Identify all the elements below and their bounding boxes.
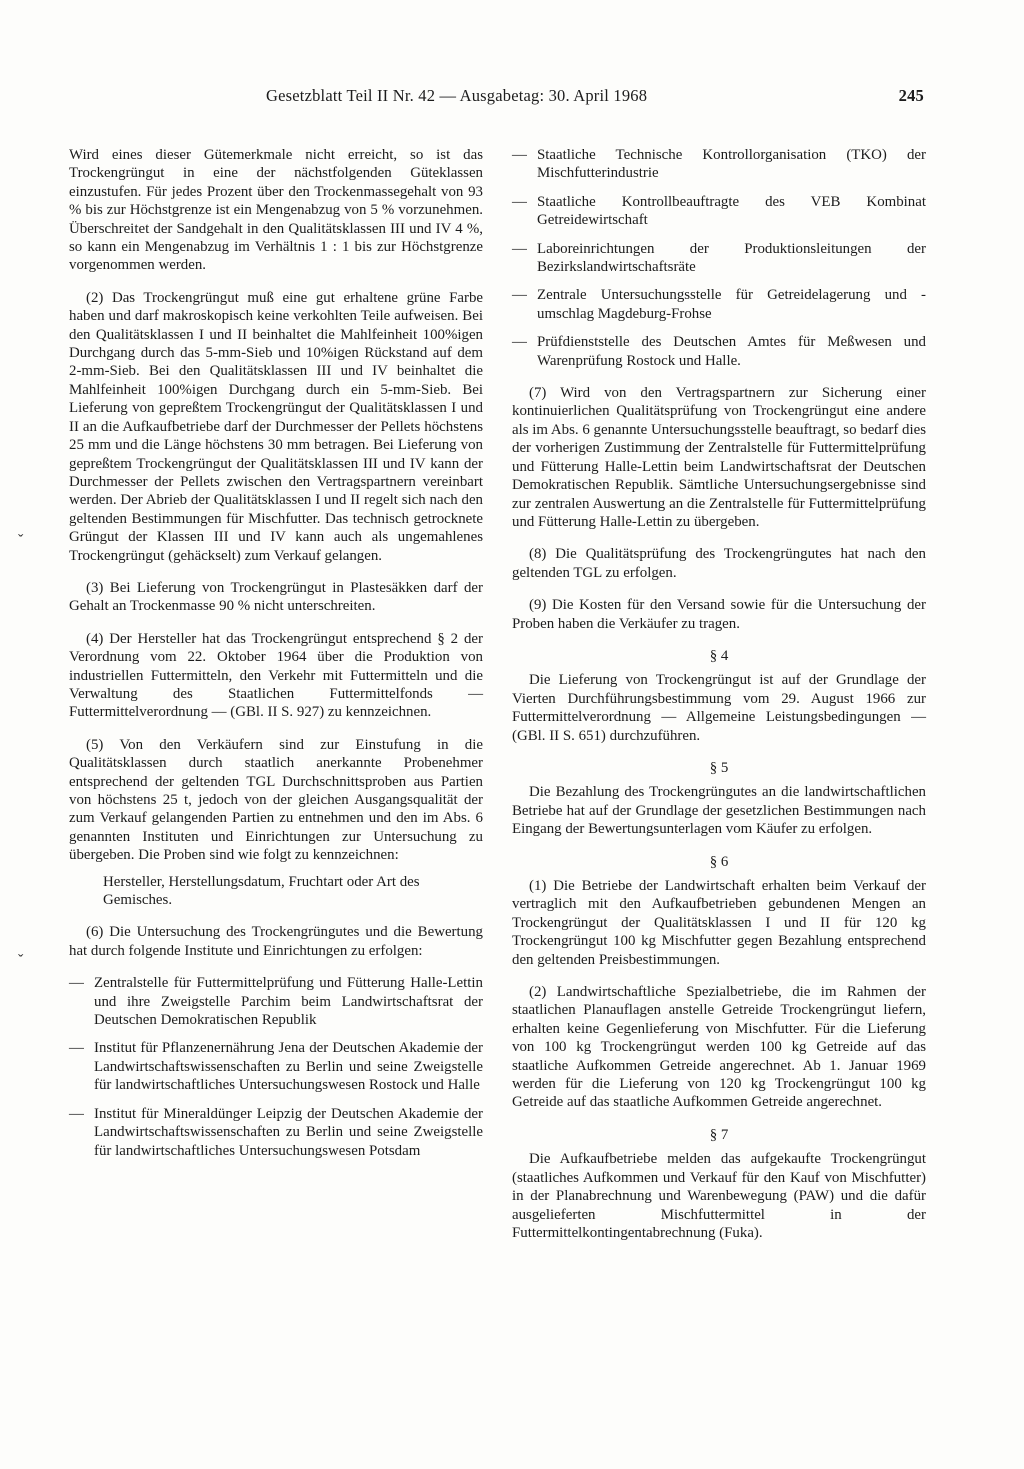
list-item	[69, 1039, 483, 1094]
paragraph: (2) Landwirtschaftliche Spezialbetriebe, die im Rahmen der staatlichen Planauflagen anstelle Getreide Trockengrüngut liefern, erhalten keine Gegenlieferung von Mischfutter. Für die Lieferung von 100 kg Trockengrüngut werden 100 kg Getreide auf das staatliche Aufkommen Getreide angerechnet. Ab 1. Januar 1969 werden für die Lieferung von 120 kg Trockengrüngut 100 kg Getreide auf das staatliche Aufkommen Getreide angerechnet.	[512, 984, 926, 1111]
list-item-text: Institut für Mineraldünger Leipzig der Deutschen Akademie der Landwirtschaftswissenschaften zu Berlin und seine Zweigstelle für landwirtschaftliches Untersuchungswesen Potsdam	[94, 1105, 483, 1159]
list-item	[512, 333, 926, 370]
dash-mark: —	[512, 193, 527, 210]
page-number: 245	[898, 86, 924, 105]
dash-mark: —	[69, 1040, 84, 1057]
paragraph: (9) Die Kosten für den Versand sowie für die Untersuchung der Proben haben die Verkäufer zu tragen.	[512, 597, 926, 632]
list-item-text: Zentralstelle für Futtermittelprüfung und Fütterung Halle-Lettin und ihre Zweigstelle Parchim beim Landwirtschaftsrat der Deutschen Demokratischen Republik	[94, 975, 483, 1029]
paragraph: (2) Das Trockengrüngut muß eine gut erhaltene grüne Farbe haben und darf makroskopisch keine verkohlten Teile aufweisen. Bei den Qualitätsklassen I und II beinhaltet die Mahlfeinheit 100%igen Durchgang durch das 5-mm-Sieb und 10%igen Rückstand auf dem 2-mm-Sieb. Bei den Qualitätsklassen III und IV beinhaltet die Mahlfeinheit 100%igen Durchgang durch ein 5-mm-Sieb. Bei Lieferung von gepreßtem Trockengrüngut der Qualitätsklassen I und II an die Aufkaufbetriebe darf der Durchmesser der Pellets höchstens 25 mm und die Länge höchstens 30 mm betragen. Bei Lieferung von gepreßtem Trockengrüngut der Qualitätsklassen III und IV kann der Durchmesser der Pellets zwischen den Vertragspartnern vereinbart werden. Der Abrieb der Qualitätsklassen I und II regelt sich nach den geltenden Bestimmungen für Mischfutter. Das technisch getrocknete Grüngut der Klassen III und IV kann auch als ungemahlenes Trockengrüngut (gehäckselt) zum Verkauf gelangen.	[69, 289, 483, 564]
paragraph: (1) Die Betriebe der Landwirtschaft erhalten beim Verkauf der vertraglich mit den Aufkaufbetrieben gebundenen Mengen an Trockengrüngut der Qualitätsklassen I und II für 120 kg Trockengrüngut 100 kg Mischfutter gegen Bezahlung entsprechend den geltenden Preisbestimmungen.	[512, 878, 926, 968]
list-item-text: Institut für Pflanzenernährung Jena der Deutschen Akademie der Landwirtschaftswissenschaften zu Berlin und seine Zweigstelle für landwirtschaftliches Untersuchungswesen Rostock und Halle	[94, 1040, 483, 1094]
dash-mark: —	[69, 1105, 84, 1122]
list-item	[69, 1105, 483, 1160]
paragraph: (4) Der Hersteller hat das Trockengrüngut entsprechend § 2 der Verordnung vom 22. Oktober 1964 über die Produktion von industriellen Futtermitteln, den Verkehr mit Futtermitteln und die Verwaltung des Staatlichen Futtermittelfonds — Futtermittelverordnung — (GBl. II S. 927) zu kennzeichnen.	[69, 630, 483, 721]
header-title: Gesetzblatt Teil II Nr. 42 — Ausgabetag: 30. April 1968	[266, 86, 648, 105]
page-header	[70, 86, 924, 112]
list-item	[69, 974, 483, 1029]
list-item-text: Prüfdienststelle des Deutschen Amtes für Meßwesen und Warenprüfung Rostock und Halle.	[537, 334, 926, 369]
list-item	[512, 240, 926, 277]
paragraph: Die Bezahlung des Trockengrüngutes an die landwirtschaftlichen Betriebe hat auf der Grundlage der gesetzlichen Bestimmungen nach Eingang der Bewertungsunterlagen vom Käufer zu erfolgen.	[512, 784, 926, 838]
list-item	[512, 146, 926, 183]
list-item-text: Staatliche Technische Kontrollorganisation (TKO) der Mischfutterindustrie	[537, 147, 926, 182]
dash-mark: —	[512, 147, 527, 163]
section-heading: § 7	[709, 1126, 729, 1143]
section-heading: § 4	[709, 647, 729, 664]
paragraph: (6) Die Untersuchung des Trockengrüngutes und die Bewertung hat durch folgende Institute und Einrichtungen zu erfolgen:	[69, 924, 483, 959]
list-item-text: Laboreinrichtungen der Produktionsleitungen der Bezirkslandwirtschaftsräte	[537, 240, 926, 276]
list-item	[512, 193, 926, 230]
sample-label-spec: Hersteller, Herstellungsdatum, Fruchtart oder Art des Gemisches.	[103, 873, 420, 909]
section-heading: § 6	[709, 853, 729, 870]
dash-mark: —	[512, 287, 527, 304]
paragraph: (7) Wird von den Vertragspartnern zur Sicherung einer kontinuierlichen Qualitätsprüfung von Trockengrüngut eine andere als im Abs. 6 genannte Untersuchungsstelle beauftragt, so bedarf dies der vorherigen Zustimmung der Zentralstelle für Futtermittelprüfung und Fütterung Halle-Lettin beim Landwirtschaftsrat der Deutschen Demokratischen Republik. Sämtliche Untersuchungsergebnisse sind zur zentralen Auswertung an die Zentralstelle für Futtermittelprüfung und Fütterung Halle-Lettin zu übergeben.	[512, 385, 926, 530]
dash-mark: —	[512, 240, 527, 257]
dash-mark: —	[69, 975, 84, 992]
paragraph: Die Lieferung von Trockengrüngut ist auf der Grundlage der Vierten Durchführungsbestimmung vom 29. August 1966 zur Futtermittelverordnung — Allgemeine Leistungsbedingungen — (GBl. II S. 651) durchzuführen.	[512, 672, 926, 744]
right-column	[512, 146, 926, 1256]
dash-mark: —	[512, 334, 527, 351]
paragraph: Wird eines dieser Gütemerkmale nicht erreicht, so ist das Trockengrüngut in eine der nächstfolgenden Güteklassen einzustufen. Für jedes Prozent über den Trockenmassegehalt von 93 % bis zur Höchstgrenze ist ein Mengenabzug von 5 % vorzunehmen. Überschreitet der Sandgehalt in den Qualitätsklassen III und IV 4 %, so kann ein Mengenabzug im Verhältnis 1 : 1 bis zur Höchstgrenze vorgenommen werden.	[69, 147, 483, 274]
list-item	[512, 286, 926, 323]
paragraph: (5) Von den Verkäufern sind zur Einstufung in die Qualitätsklassen durch staatlich anerkannte Probenehmer entsprechend der geltenden TGL Durchschnittsproben aus Partien von höchstens 25 t, jedoch von der gleichen Ausgangsqualität der zum Verkauf gelangenden Partien zu entnehmen und den im Abs. 6 genannten Instituten und Einrichtungen zur Untersuchung zu übergeben. Die Proben sind wie folgt zu kennzeichnen:	[69, 736, 483, 864]
margin-checkmark: ˇ	[18, 952, 24, 969]
section-heading: § 5	[709, 759, 729, 776]
paragraph: (8) Die Qualitätsprüfung des Trockengrüngutes hat nach den geltenden TGL zu erfolgen.	[512, 546, 926, 581]
list-item-text: Zentrale Untersuchungsstelle für Getreidelagerung und -umschlag Magdeburg-Frohse	[537, 287, 926, 322]
paragraph: (3) Bei Lieferung von Trockengrüngut in Plastesäkken darf der Gehalt an Trockenmasse 90 % nicht unterschreiten.	[69, 579, 483, 615]
list-item-text: Staatliche Kontrollbeauftragte des VEB Kombinat Getreidewirtschaft	[537, 193, 926, 229]
paragraph: Die Aufkaufbetriebe melden das aufgekaufte Trockengrüngut (staatliches Aufkommen und Verkauf für den Kauf von Mischfutter) in der Planabrechnung und Warenbewegung (PAW) und die dafür ausgelieferten Mischfuttermittel in der Futtermittelkontingentabrechnung (Fuka).	[512, 1151, 926, 1241]
margin-checkmark: ˇ	[18, 532, 24, 549]
left-column	[69, 146, 483, 1170]
